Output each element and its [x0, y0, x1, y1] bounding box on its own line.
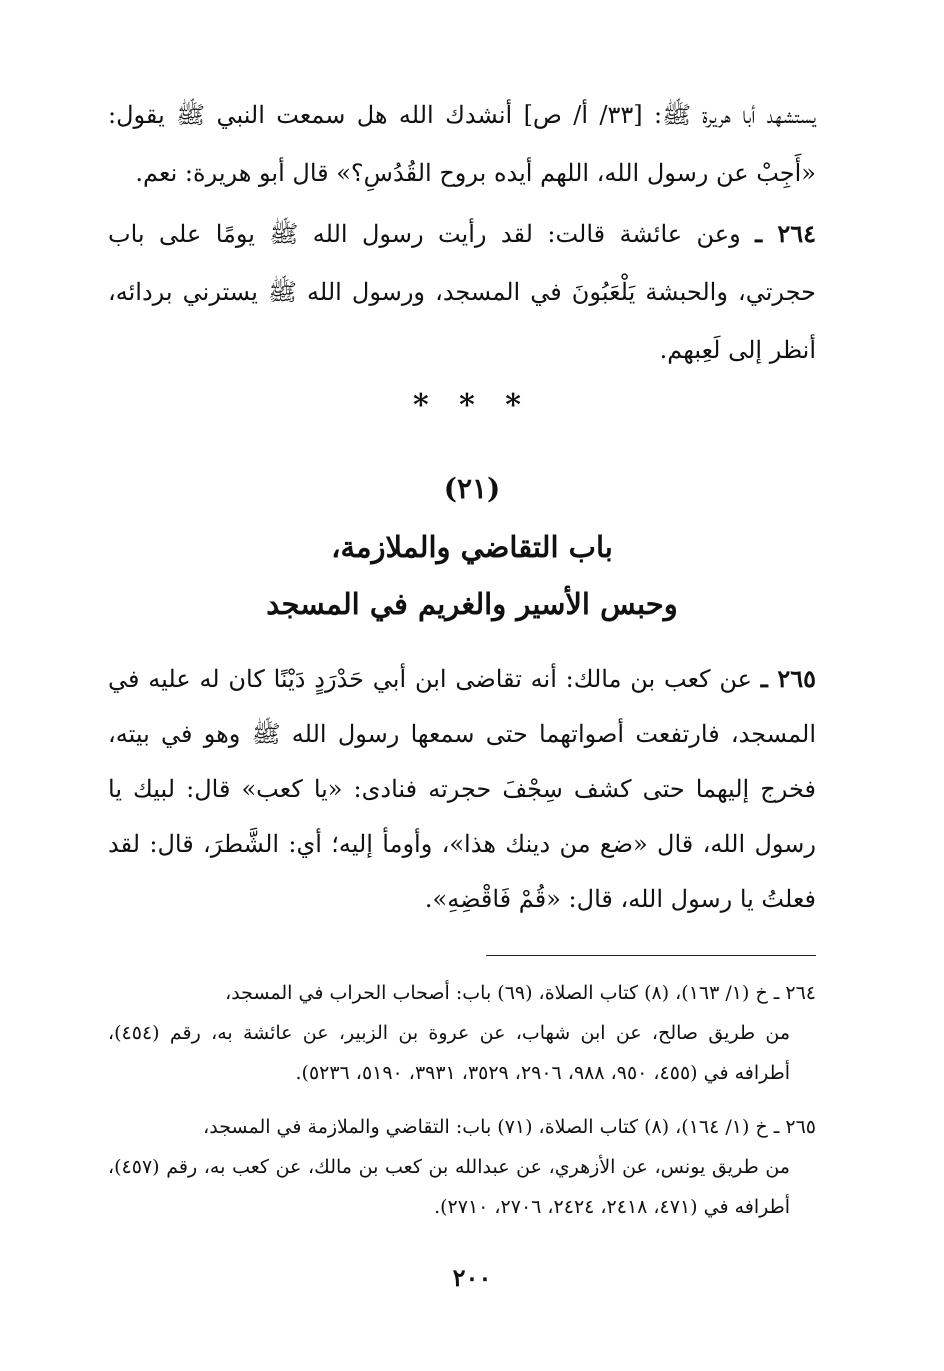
hadith-text: وعن عائشة قالت: لقد رأيت رسول الله ﷺ يومًا على باب حجرتي، والحبشة يَلْعَبُونَ في المسجد، ورسول الله ﷺ يسترني بردائه، أنظر إلى لَعِبهم. — [108, 220, 816, 364]
section-separator: * * * — [413, 388, 531, 423]
hadith-number: ٢٦٥ ـ — [760, 664, 817, 693]
footnote-continuation: من طريق صالح، عن ابن شهاب، عن عروة بن الزبير، عن عائشة به، رقم (٤٥٤)، أطرافه في (٤٥٥، ٩٥٠، ٩٨٨، ٢٩٠٦، ٣٥٢٩، ٣٩٣١، ٥١٩٠، ٥٢٣٦). — [108, 1022, 790, 1084]
page-number: ٢٠٠ — [452, 1263, 492, 1292]
footnote-continuation: من طريق يونس، عن الأزهري، عن عبدالله بن كعب بن مالك، عن كعب به، رقم (٤٥٧)، أطرافه في (٤٧١، ٢٤١٨، ٢٤٢٤، ٢٧٠٦، ٢٧١٠). — [108, 1156, 790, 1218]
footnote-264 — [108, 973, 816, 1093]
chapter-title-line-2: وحبس الأسير والغريم في المسجد — [266, 587, 678, 621]
hadith-265 — [108, 651, 816, 927]
hadith-text: عن كعب بن مالك: أنه تقاضى ابن أبي حَدْرَدٍ دَيْنًا كان له عليه في المسجد، فارتفعت أصواتهما حتى سمعها رسول الله ﷺ وهو في بيته، فخرج إليهما حتى كشف سِجْفَ حجرته فنادى: «يا كعب» قال: لبيك يا رسول الله، قال «ضع من دينك هذا»، وأومأ إليه؛ أي: الشَّطرَ، قال: لقد فعلتُ يا رسول الله، قال: «قُمْ فَاقْضِهِ». — [108, 665, 816, 913]
paragraph-continuation — [108, 86, 816, 202]
paragraph-text: يستشهد أبا هريرة ﷺ: [٣٣/ أ/ ص] أنشدك الله هل سمعت النبي ﷺ يقول: «أَجِبْ عن رسول الله، اللهم أيده بروح القُدُسِ؟» قال أبو هريرة: نعم. — [108, 101, 816, 187]
footnote-divider — [486, 955, 816, 956]
chapter-title-line-1: باب التقاضي والملازمة، — [331, 530, 613, 564]
footnote-first-line: ٢٦٤ ـ خ (١/ ١٦٣)، (٨) كتاب الصلاة، (٦٩) باب: أصحاب الحراب في المسجد، — [225, 982, 816, 1004]
footnote-265 — [108, 1107, 816, 1227]
hadith-number: ٢٦٤ ـ — [755, 219, 816, 248]
hadith-264 — [108, 205, 816, 379]
footnote-first-line: ٢٦٥ ـ خ (١/ ١٦٤)، (٨) كتاب الصلاة، (٧١) باب: التقاضي والملازمة في المسجد، — [203, 1116, 816, 1138]
chapter-number: (٢١) — [443, 472, 501, 505]
